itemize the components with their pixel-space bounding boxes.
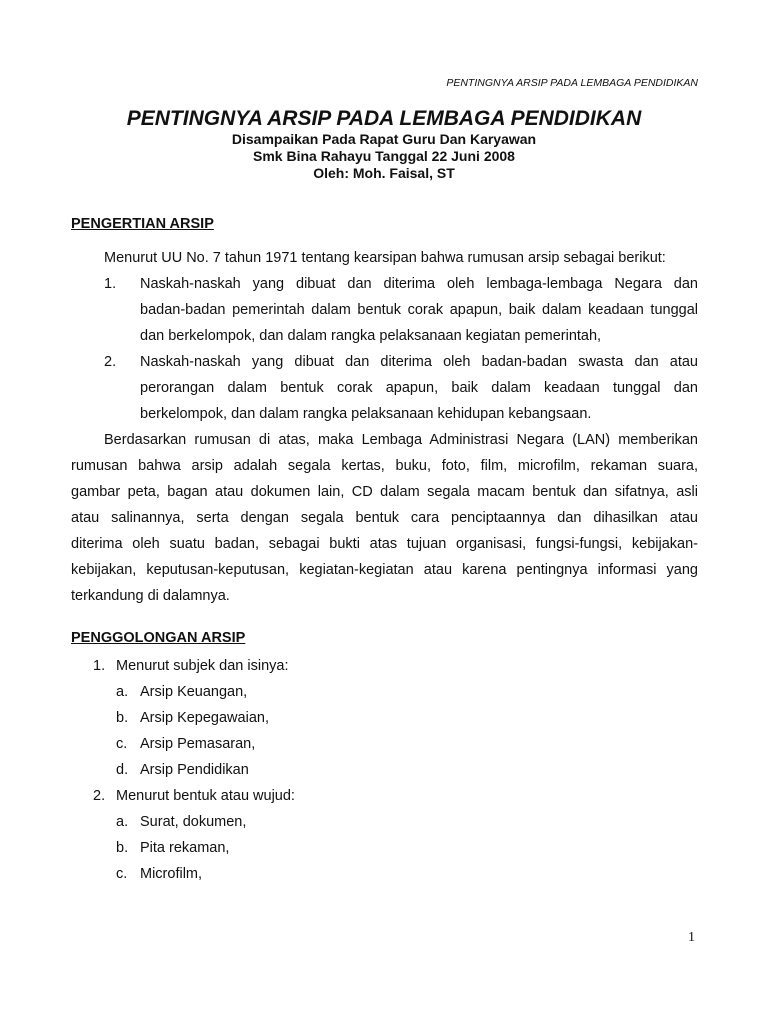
list-item-text: dan berkelompok, dan dalam rangka pelaksanaan kegiatan pemerintah, [140, 328, 602, 344]
group-item [71, 783, 698, 809]
sub-item [71, 705, 698, 731]
subtitle-school-date: Smk Bina Rahayu Tanggal 22 Juni 2008 [253, 148, 515, 164]
sub-item [71, 861, 698, 887]
sub-item-text: Arsip Kepegawaian, [140, 710, 269, 726]
running-header: PENTINGNYA ARSIP PADA LEMBAGA PENDIDIKAN [446, 77, 698, 89]
section-heading-penggolongan: PENGGOLONGAN ARSIP [71, 630, 246, 646]
sub-item-letter: c. [116, 866, 128, 882]
paragraph-text: atau salinannya, serta dengan segala bentuk cara penciptaannya dan dihasilkan atau [71, 510, 698, 526]
group-item [71, 653, 698, 679]
paragraph-text: gambar peta, bagan atau dokumen lain, CD dalam segala macam bentuk dan sifatnya, asli [71, 484, 698, 500]
sub-item-letter: a. [116, 814, 129, 830]
sub-item-letter: d. [116, 762, 129, 778]
sub-item-text: Arsip Keuangan, [140, 684, 248, 700]
list-item-line [71, 271, 698, 297]
sub-item-text: Surat, dokumen, [140, 814, 247, 830]
sub-item-letter: c. [116, 736, 128, 752]
sub-item [71, 731, 698, 757]
intro-line [71, 245, 698, 271]
sub-item [71, 809, 698, 835]
paragraph-text: rumusan bahwa arsip adalah segala kertas, buku, foto, film, microfilm, rekaman suara, [71, 458, 698, 474]
list-item-text: berkelompok, dan dalam rangka pelaksanaan kehidupan kebangsaan. [140, 406, 592, 422]
list-item-text: perorangan dalam bentuk corak apapun, baik dalam keadaan tunggal dan [140, 380, 698, 396]
group-number: 2. [93, 788, 106, 804]
paragraph-line [71, 531, 698, 557]
subtitle-author: Oleh: Moh. Faisal, ST [313, 165, 455, 181]
sub-item-text: Arsip Pendidikan [140, 762, 249, 778]
classification-list [71, 653, 698, 887]
sub-item [71, 679, 698, 705]
paragraph-line [71, 505, 698, 531]
sub-item-letter: a. [116, 684, 129, 700]
sub-item-letter: b. [116, 710, 129, 726]
section-pengertian-body [71, 245, 698, 609]
section-heading-pengertian: PENGERTIAN ARSIP [71, 216, 214, 232]
group-label: Menurut subjek dan isinya: [116, 658, 289, 674]
sub-item-letter: b. [116, 840, 129, 856]
paragraph-text: Berdasarkan rumusan di atas, maka Lembaga Administrasi Negara (LAN) memberikan [104, 432, 698, 448]
paragraph-text: terkandung di dalamnya. [71, 588, 230, 604]
list-item-line [71, 349, 698, 375]
intro-text: Menurut UU No. 7 tahun 1971 tentang kearsipan bahwa rumusan arsip sebagai berikut: [104, 250, 666, 266]
paragraph-line [71, 479, 698, 505]
paragraph-line [71, 557, 698, 583]
document-title: PENTINGNYA ARSIP PADA LEMBAGA PENDIDIKAN [126, 107, 642, 130]
list-item-line [71, 375, 698, 401]
list-item-text: Naskah-naskah yang dibuat dan diterima oleh badan-badan swasta dan atau [140, 354, 698, 370]
list-item-text: Naskah-naskah yang dibuat dan diterima oleh lembaga-lembaga Negara dan [140, 276, 698, 292]
paragraph-text: kebijakan, keputusan-keputusan, kegiatan-kegiatan atau karena pentingnya informasi yang [71, 562, 698, 578]
paragraph-line [71, 583, 698, 609]
list-item-line [71, 401, 698, 427]
lan-paragraph [71, 427, 698, 609]
list-number: 1. [104, 276, 117, 292]
list-item-text: badan-badan pemerintah dalam bentuk corak apapun, baik dalam keadaan tunggal [140, 302, 698, 318]
list-item-line [71, 323, 698, 349]
paragraph-text: diterima oleh suatu badan, sebagai bukti atas tujuan organisasi, fungsi-fungsi, kebijakan- [71, 536, 698, 552]
subtitle-occasion: Disampaikan Pada Rapat Guru Dan Karyawan [231, 131, 537, 147]
list-number: 2. [104, 354, 117, 370]
definition-list [71, 271, 698, 427]
list-item-line [71, 297, 698, 323]
sub-item [71, 835, 698, 861]
sub-item [71, 757, 698, 783]
sub-item-text: Arsip Pemasaran, [140, 736, 256, 752]
group-number: 1. [93, 658, 106, 674]
group-label: Menurut bentuk atau wujud: [116, 788, 295, 804]
sub-item-text: Microfilm, [140, 866, 203, 882]
page-number: 1 [688, 930, 695, 945]
paragraph-line [71, 427, 698, 453]
sub-item-text: Pita rekaman, [140, 840, 230, 856]
paragraph-line [71, 453, 698, 479]
